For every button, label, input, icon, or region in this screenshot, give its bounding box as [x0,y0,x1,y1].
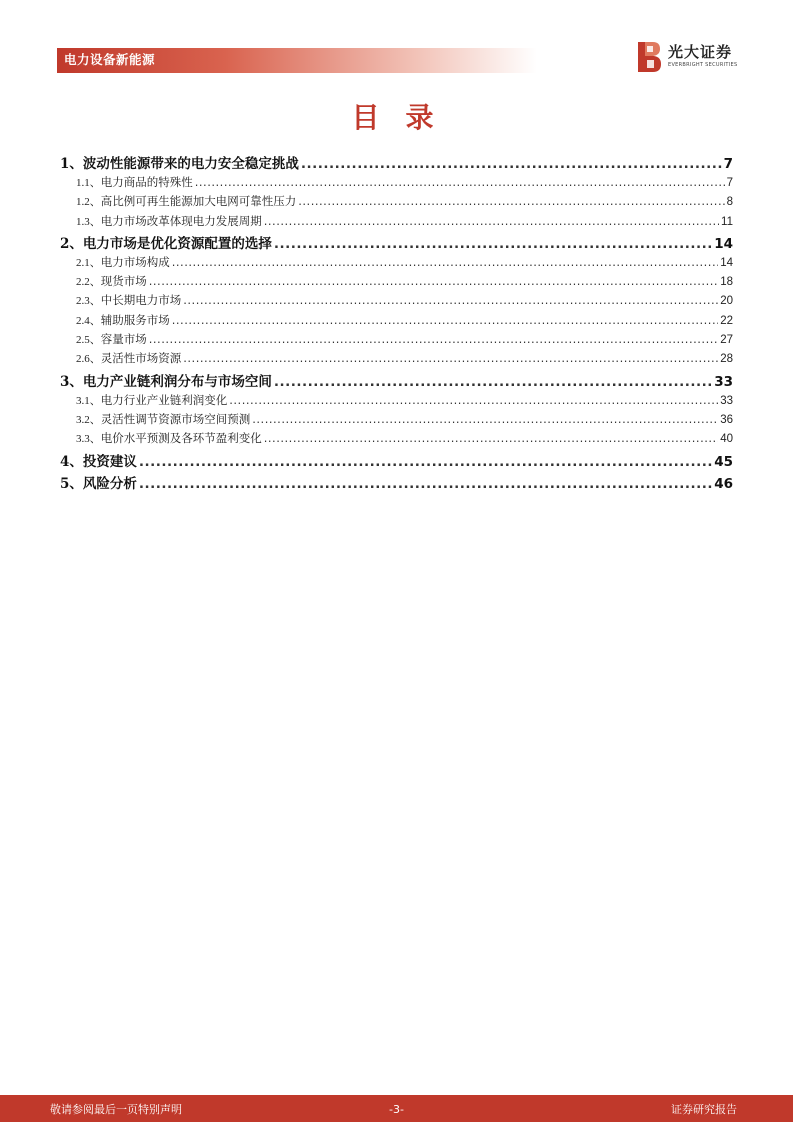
toc-dot-leader [229,393,718,407]
toc-entry-label: 灵活性市场资源 [100,351,182,366]
toc-entry-page: 11 [721,215,733,228]
toc-entry-number: 1、 [60,156,83,172]
toc-entry-page: 7 [723,156,733,172]
report-category: 电力设备新能源 [64,52,156,67]
logo-chinese-name: 光大证券 [668,43,733,61]
toc-entry-number: 2.3、 [76,295,101,308]
toc-entry-label: 容量市场 [100,332,147,347]
toc-entry-label: 电力商品的特殊性 [100,175,193,189]
toc-dot-leader [264,431,718,445]
everbright-logo-icon [636,41,662,73]
toc-entry-label: 电力行业产业链利润变化 [100,392,228,407]
toc-entry-number: 1.2、 [76,196,101,209]
toc-dot-leader [195,175,725,189]
toc-entry-page: 27 [720,334,733,347]
toc-entry-label: 电价水平预测及各环节盈利变化 [100,431,262,446]
toc-dot-leader [149,274,718,288]
toc-dot-leader [274,236,712,252]
toc-entry-section[interactable] [60,472,733,494]
toc-entry-subsection[interactable] [60,273,733,292]
toc-entry-label: 电力市场改革体现电力发展周期 [100,213,262,228]
toc-entry-page: 45 [714,453,733,470]
toc-entry-page: 33 [714,373,733,390]
toc-entry-number: 2、 [60,235,83,252]
toc-dot-leader [149,332,718,346]
toc-entry-number: 4、 [60,453,83,470]
toc-entry-subsection[interactable] [60,430,733,449]
logo-english-name: EVERBRIGHT SECURITIES [668,62,738,68]
toc-entry-page: 7 [726,177,733,189]
toc-entry-number: 1.3、 [76,215,101,228]
toc-dot-leader [139,476,712,492]
toc-entry-section[interactable] [60,450,733,472]
toc-entry-label: 辅助服务市场 [100,312,170,327]
footer-bar [0,1095,793,1122]
toc-entry-number: 2.1、 [76,256,101,269]
toc-entry-page: 8 [726,196,733,209]
toc-entry-number: 5、 [60,475,83,492]
toc-dot-leader [264,214,719,228]
toc-entry-section[interactable] [60,232,733,254]
toc-entry-subsection[interactable] [60,254,733,273]
toc-entry-subsection[interactable] [60,174,733,193]
toc-entry-number: 2.5、 [76,334,101,347]
footer-report-type: 证券研究报告 [671,1103,737,1116]
toc-entry-label: 波动性能源带来的电力安全稳定挑战 [82,156,299,172]
toc-entry-subsection[interactable] [60,350,733,369]
toc-entry-section[interactable] [60,370,733,392]
toc-entry-label: 电力产业链利润分布与市场空间 [82,373,272,390]
toc-entry-page: 28 [720,353,733,366]
toc-dot-leader [274,374,712,390]
toc-entry-label: 电力市场构成 [100,254,170,269]
toc-entry-number: 3.3、 [76,433,101,446]
toc-entry-section[interactable] [60,152,733,174]
toc-entry-subsection[interactable] [60,312,733,331]
page-title: 目录 [351,101,460,134]
toc-entry-number: 1.1、 [76,177,101,189]
toc-entry-number: 3.2、 [76,413,101,426]
toc-dot-leader [301,156,722,172]
table-of-contents [60,152,733,494]
toc-entry-label: 风险分析 [82,475,137,492]
toc-entry-label: 中长期电力市场 [100,293,182,308]
toc-entry-page: 33 [720,394,733,407]
toc-entry-number: 2.4、 [76,314,101,327]
toc-entry-subsection[interactable] [60,292,733,311]
toc-dot-leader [183,351,718,365]
toc-dot-leader [252,412,718,426]
toc-entry-page: 20 [720,295,733,308]
toc-entry-number: 2.2、 [76,276,101,289]
toc-dot-leader [183,293,718,307]
toc-entry-label: 电力市场是优化资源配置的选择 [82,235,272,252]
toc-entry-number: 2.6、 [76,353,101,366]
toc-dot-leader [172,255,718,269]
toc-entry-subsection[interactable] [60,213,733,232]
toc-entry-subsection[interactable] [60,411,733,430]
toc-entry-page: 14 [720,256,733,269]
toc-entry-label: 现货市场 [100,274,147,289]
toc-entry-label: 投资建议 [82,453,137,470]
toc-entry-subsection[interactable] [60,392,733,411]
toc-entry-number: 3.1、 [76,394,101,407]
toc-entry-page: 46 [714,475,733,492]
toc-entry-page: 18 [720,276,733,289]
toc-entry-subsection[interactable] [60,193,733,212]
toc-entry-page: 22 [720,314,733,327]
toc-dot-leader [298,194,724,208]
toc-entry-page: 36 [720,413,733,426]
footer-disclaimer: 敬请参阅最后一页特别声明 [50,1103,182,1116]
toc-entry-page: 14 [714,235,733,252]
toc-entry-label: 灵活性调节资源市场空间预测 [100,411,251,426]
toc-entry-label: 高比例可再生能源加大电网可靠性压力 [100,194,297,209]
toc-entry-page: 40 [720,433,733,446]
page-number: -3- [389,1103,404,1116]
toc-dot-leader [172,313,718,327]
toc-entry-number: 3、 [60,373,83,390]
toc-dot-leader [139,454,712,470]
toc-entry-subsection[interactable] [60,331,733,350]
company-logo [636,41,746,73]
